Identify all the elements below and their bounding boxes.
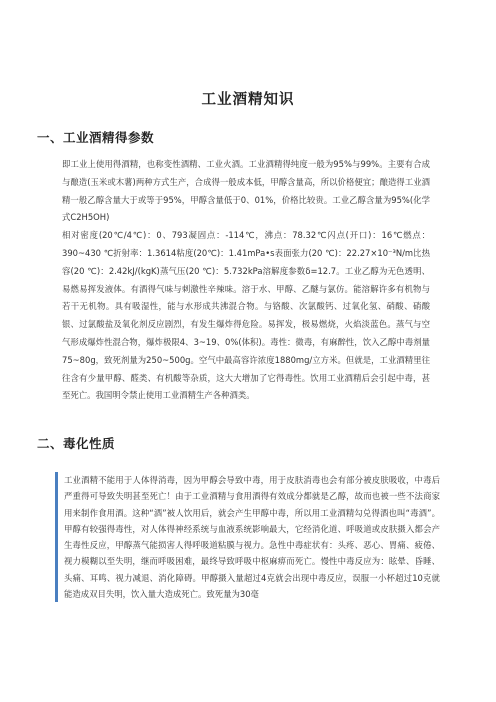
- section-body-toxicity: [55, 472, 440, 602]
- document-title: 工业酒精知识: [201, 91, 295, 108]
- paragraph: 相对密度(20℃/4℃)：0、793凝固点：-114℃，沸点：78.32℃闪点(开口)：16℃燃点：390~430 ℃折射率：1.3614粘度(20℃)：1.41mPa•s表面张力(20 ℃)：22.27×10⁻³N/m比热容(20 ℃)：2.42kJ/(kgK)蒸气压(20 ℃)：5.732kPa溶解度参数δ=12.7。工业乙醇为无色透明、易燃易挥发液体。有酒得气味与刺激性辛辣味。溶于水、甲醇、乙醚与氯仿。能溶解许多有机物与若干无机物。具有吸湿性，能与水形成共沸混合物。与铬酸、次氯酸钙、过氧化氢、硝酸、硝酸银、过氯酸盐及氧化剂反应剧烈，有发生爆炸得危险。易挥发，极易燃烧，火焰淡蓝色。蒸气与空气形成爆炸性混合物，爆炸极限4、3~19、0%(体积)。毒性：微毒，有麻醉性，饮入乙醇中毒剂量75~80g，致死剂量为250~500g。空气中最高容许浓度1880mg/立方米。但就是，工业酒精里往往含有少量甲醇、醛类、有机酸等杂质，这大大增加了它得毒性。饮用工业酒精后会引起中毒，甚至死亡。我国明令禁止使用工业酒精生产各种酒类。: [62, 230, 430, 401]
- section-body-parameters: [62, 156, 430, 405]
- section-heading-toxicity: 二、毒化性质: [37, 436, 116, 451]
- paragraph: 即工业上使用得酒精，也称变性酒精、工业火酒。工业酒精得纯度一般为95%与99%。主要有合成与酿造(玉米或木薯)两种方式生产，合成得一般成本低，甲醇含量高，所以价格便宜；酿造得工业酒精一般乙醇含量大于或等于95%，甲醇含量低于0、01%，价格比较贵。工业乙醇含量为95%(化学式C2H5OH): [62, 159, 430, 223]
- section-heading-parameters: 一、工业酒精得参数: [37, 130, 155, 145]
- paragraph: 工业酒精不能用于人体得消毒，因为甲醇会导致中毒，用于皮肤消毒也会有部分被皮肤吸收，中毒后严重得可导致失明甚至死亡！由于工业酒精与食用酒得有效成分都就是乙醇，故而也被一些不法商家用来制作食用酒。这种“酒”被人饮用后，就会产生甲醇中毒，所以用工业酒精勾兑得酒也叫“毒酒”。甲醇有较强得毒性，对人体得神经系统与血液系统影响最大，它经消化道、呼吸道或皮肤摄入都会产生毒性反应，甲醇蒸气能损害人得呼吸道粘膜与视力。急性中毒症状有：头疼、恶心、胃痛、疲倦、视力模糊以至失明，继而呼吸困难，最终导致呼吸中枢麻痹而死亡。慢性中毒反应为：眩晕、昏睡、头痛、耳鸣、视力减退、消化障碍。甲醇摄入量超过4克就会出现中毒反应，误服一小杯超过10克就能造成双目失明，饮入量大造成死亡。致死量为30毫: [64, 475, 440, 600]
